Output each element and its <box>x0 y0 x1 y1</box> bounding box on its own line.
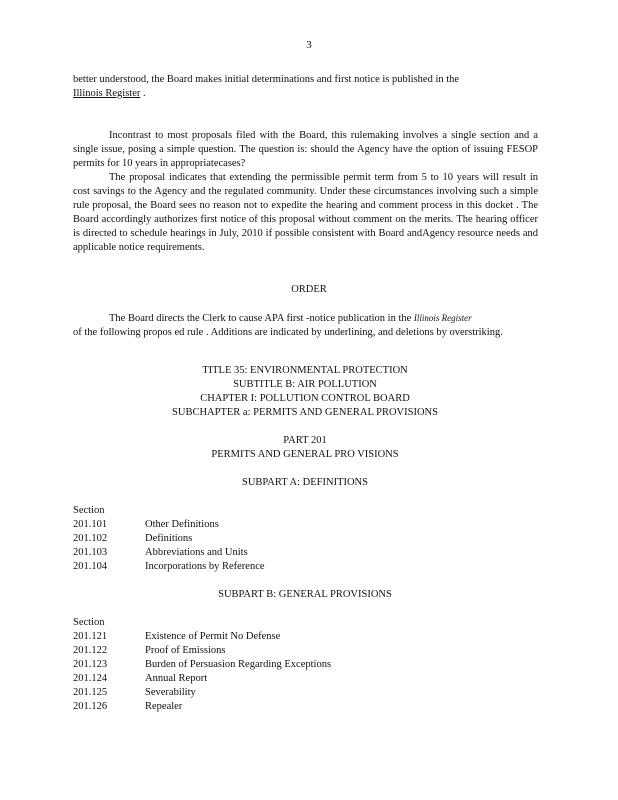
toc-row <box>73 546 473 560</box>
paragraph-contrast: Incontrast to most proposals filed with the Board, this rulemaking involves a single section and a single issue, posing a simple question. The question is: should the Agency have the option of issuing FESOP permits for 10 years in appropriatecases? <box>73 130 538 169</box>
section-number: 201.124 <box>73 673 108 684</box>
part-number: PART 201 <box>283 435 327 446</box>
chapter-line: CHAPTER I: POLLUTION CONTROL BOARD <box>200 393 410 404</box>
section-number: 201.104 <box>73 561 108 572</box>
section-number: 201.121 <box>73 631 108 642</box>
page-number: 3 <box>306 39 312 51</box>
intro-text: better understood, the Board makes initial determinations and first notice is published in the <box>73 74 460 85</box>
illinois-register-underlined: Illinois Register <box>73 88 141 99</box>
subchapter-line: SUBCHAPTER a: PERMITS AND GENERAL PROVISIONS <box>172 407 438 418</box>
directs-text-b: of the following propos ed rule . Additions are indicated by underlining, and deletions by overstriking. <box>73 327 503 338</box>
section-title: Annual Report <box>145 673 208 684</box>
directs-text-a: The Board directs the Clerk to cause APA first -notice publication in the <box>109 313 414 324</box>
order-heading: ORDER <box>291 284 327 295</box>
section-title: Abbreviations and Units <box>145 547 248 558</box>
subtitle-line: SUBTITLE B: AIR POLLUTION <box>233 379 377 390</box>
section-number: 201.125 <box>73 687 108 698</box>
section-number: 201.126 <box>73 701 108 712</box>
section-number: 201.122 <box>73 645 108 656</box>
toc-row <box>73 658 473 672</box>
section-label: Section <box>73 505 105 516</box>
section-title: Repealer <box>145 701 183 712</box>
part-name: PERMITS AND GENERAL PRO VISIONS <box>211 449 399 460</box>
section-title: Burden of Persuasion Regarding Exceptions <box>145 659 332 670</box>
section-title: Definitions <box>145 533 193 544</box>
paragraph-directs <box>73 311 538 340</box>
toc-row <box>73 532 473 546</box>
section-number: 201.123 <box>73 659 108 670</box>
toc-row <box>73 644 473 658</box>
subpart-a-toc <box>73 504 473 574</box>
toc-row <box>73 686 473 700</box>
section-title: Proof of Emissions <box>145 645 226 656</box>
section-title: Severability <box>145 687 196 698</box>
toc-row <box>73 518 473 532</box>
paragraph-proposal: The proposal indicates that extending the permissible permit term from 5 to 10 years will result in cost savings to the Agency and the regulated community. Under these circumstances involving such a simple rule proposal, the Board sees no reason not to expedite the hearing and comment process in this docket . The Board accordingly authorizes first notice of this proposal without comment on the merits. The hearing officer is directed to schedule hearings in July, 2010 if possible consistent with Board andAgency resource needs and applicable notice requirements. <box>73 172 538 253</box>
title-line: TITLE 35: ENVIRONMENTAL PROTECTION <box>202 365 408 376</box>
section-number: 201.103 <box>73 547 108 558</box>
section-title: Existence of Permit No Defense <box>145 631 281 642</box>
section-title: Other Definitions <box>145 519 219 530</box>
section-label: Section <box>73 617 105 628</box>
toc-row <box>73 560 473 574</box>
subpart-b-toc <box>73 616 473 714</box>
toc-row <box>73 630 473 644</box>
toc-row <box>73 700 473 714</box>
illinois-register-italic: Illinois Register <box>413 313 472 323</box>
intro-end: . <box>140 88 146 99</box>
paragraph-intro <box>73 73 538 101</box>
section-title: Incorporations by Reference <box>145 561 265 572</box>
subpart-b-heading: SUBPART B: GENERAL PROVISIONS <box>218 589 392 600</box>
subpart-a-heading: SUBPART A: DEFINITIONS <box>242 477 368 488</box>
title-block <box>0 364 610 420</box>
section-number: 201.102 <box>73 533 108 544</box>
toc-row <box>73 672 473 686</box>
part-block <box>0 434 610 462</box>
section-number: 201.101 <box>73 519 108 530</box>
